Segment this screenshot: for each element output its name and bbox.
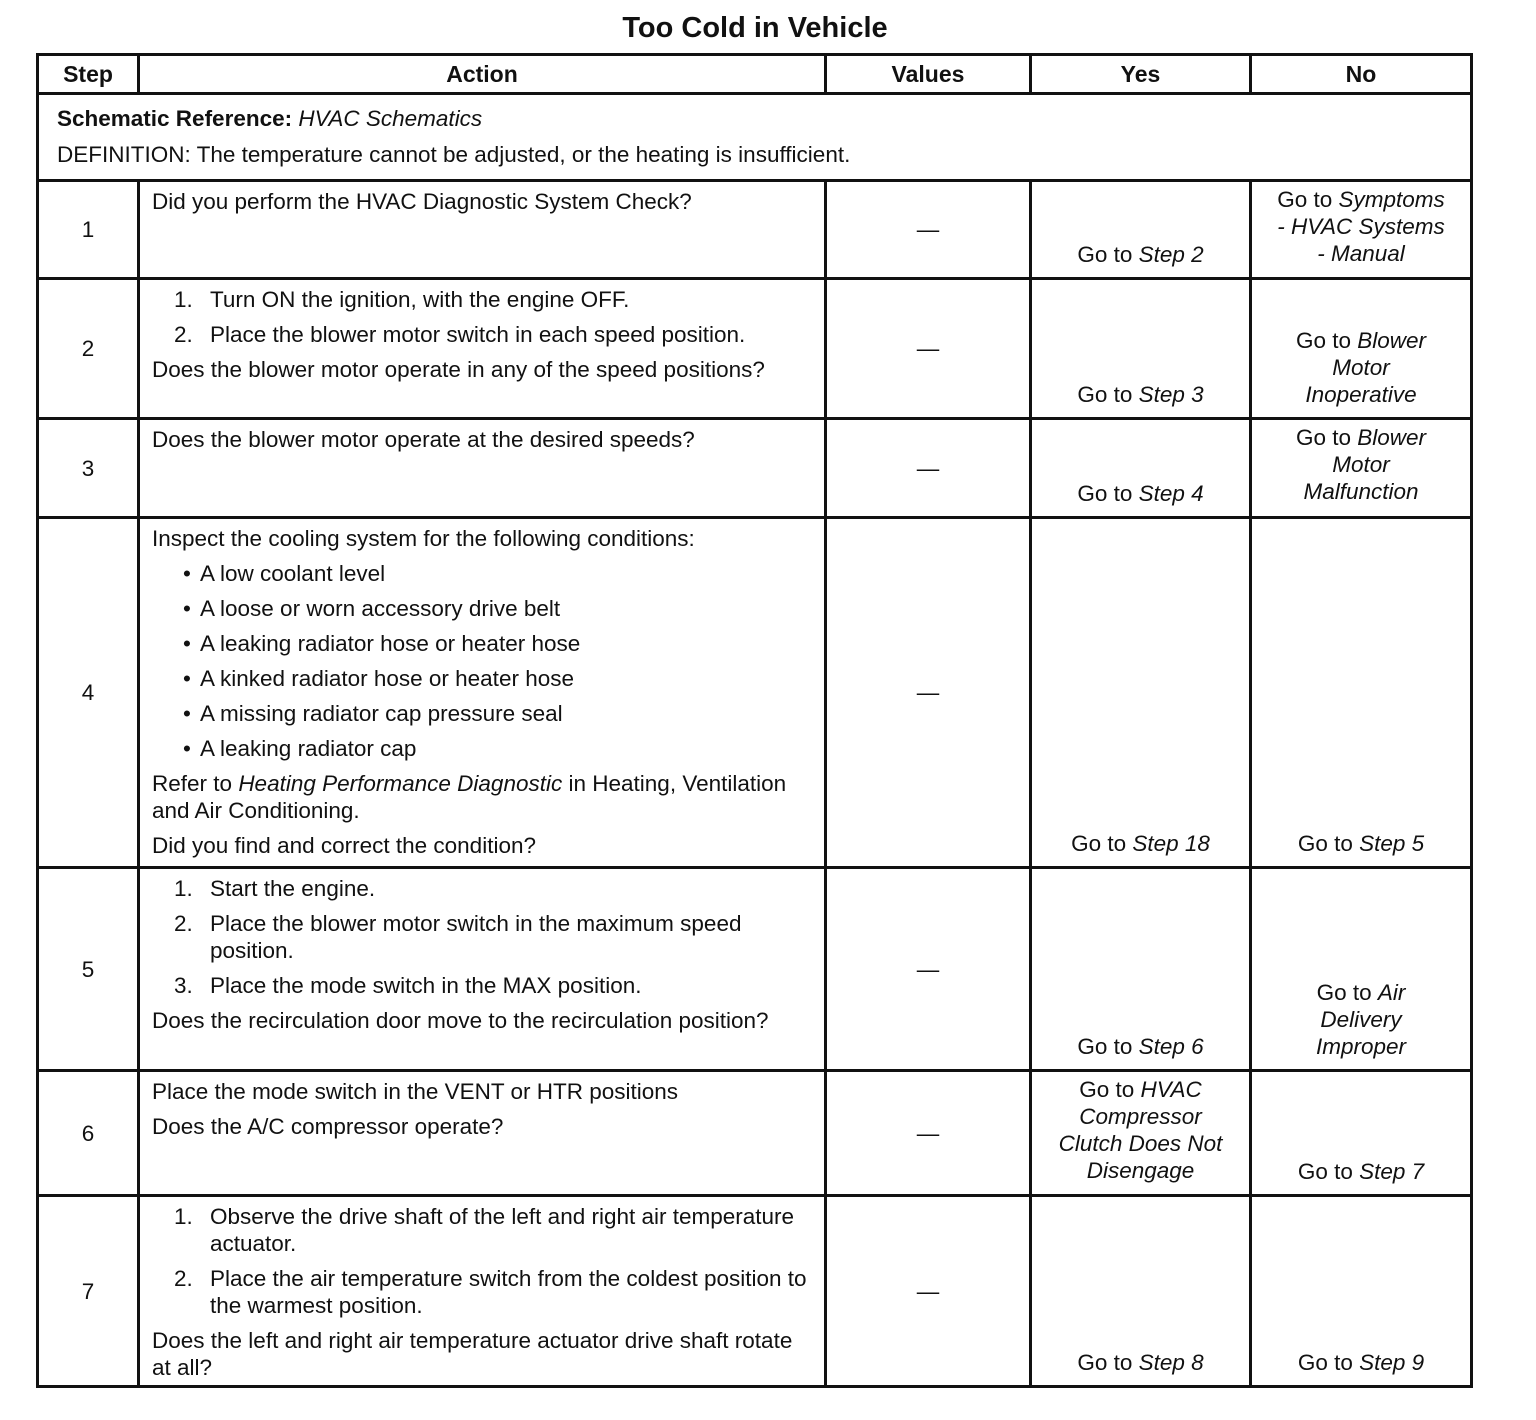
no-cell: Go to Step 9 xyxy=(1251,1196,1472,1387)
value-cell: — xyxy=(826,419,1031,518)
diagnostic-table xyxy=(36,53,1473,1388)
step-number: 6 xyxy=(38,1071,139,1196)
table-row xyxy=(38,518,1472,868)
step-number: 4 xyxy=(38,518,139,868)
refer-text: Refer to Heating Performance Diagnostic in Heating, Ventilation and Air Conditioning. xyxy=(152,771,787,823)
step-number: 7 xyxy=(38,1196,139,1387)
go-to-link[interactable]: Air xyxy=(1377,980,1406,1005)
go-to-link[interactable]: Step 6 xyxy=(1138,1034,1204,1059)
go-to-link[interactable]: Step 18 xyxy=(1132,831,1210,856)
page-title: Too Cold in Vehicle xyxy=(622,12,888,44)
yes-cell: Go to HVAC Compressor Clutch Does Not Disengage xyxy=(1031,1071,1251,1196)
table-row xyxy=(38,279,1472,419)
yes-cell: Go to Step 18 xyxy=(1031,518,1251,868)
definition: DEFINITION: The temperature cannot be adjusted, or the heating is insufficient. xyxy=(57,142,851,167)
action-cell: Does the blower motor operate at the desired speeds? xyxy=(139,419,826,518)
no-cell: Go to Step 5 xyxy=(1251,518,1472,868)
header-no: No xyxy=(1251,55,1472,94)
header-values: Values xyxy=(826,55,1031,94)
go-to-link[interactable]: Step 5 xyxy=(1359,831,1425,856)
go-to-link[interactable]: Step 7 xyxy=(1359,1159,1425,1184)
go-to-link[interactable]: Blower xyxy=(1357,425,1427,450)
yes-cell: Go to Step 4 xyxy=(1031,419,1251,518)
value-cell: — xyxy=(826,1196,1031,1387)
header-step: Step xyxy=(38,55,139,94)
heating-performance-link[interactable]: Heating Performance Diagnostic xyxy=(238,771,563,796)
action-cell: 1. Turn ON the ignition, with the engine OFF. 2. Place the blower motor switch in each speed position. Does the blower motor operate in any of the speed positions? xyxy=(139,279,826,419)
action-cell: Inspect the cooling system for the following conditions: • A low coolant level • A loose or worn accessory drive belt • A leaking radiator hose or heater hose • A kinked radiator hose or heater hose • A missing radiator cap pressure seal • A leaking radiator cap Refer to Heating Performance Diagnostic in Heating, Ventilation and Air Conditioning. Did you find and correct the condition? xyxy=(139,518,826,868)
no-cell: Go to Air Delivery Improper xyxy=(1251,868,1472,1071)
go-to-link[interactable]: Step 4 xyxy=(1138,481,1204,506)
yes-cell: Go to Step 8 xyxy=(1031,1196,1251,1387)
go-to-link[interactable]: Step 9 xyxy=(1359,1350,1425,1375)
schematic-reference xyxy=(57,101,1452,137)
reference-row xyxy=(38,94,1472,181)
action-cell: Place the mode switch in the VENT or HTR positions Does the A/C compressor operate? xyxy=(139,1071,826,1196)
step-number: 2 xyxy=(38,279,139,419)
header-yes: Yes xyxy=(1031,55,1251,94)
go-to-link[interactable]: HVAC xyxy=(1140,1077,1202,1102)
go-to-link[interactable]: Step 8 xyxy=(1138,1350,1204,1375)
header-action: Action xyxy=(139,55,826,94)
value-cell: — xyxy=(826,518,1031,868)
go-to-link[interactable]: Blower xyxy=(1357,328,1427,353)
yes-cell: Go to Step 3 xyxy=(1031,279,1251,419)
schematic-reference-label: Schematic Reference: xyxy=(57,106,293,131)
step-number: 5 xyxy=(38,868,139,1071)
no-cell: Go to Blower Motor Malfunction xyxy=(1251,419,1472,518)
value-cell: — xyxy=(826,181,1031,279)
no-cell: Go to Symptoms - HVAC Systems - Manual xyxy=(1251,181,1472,279)
action-cell: 1. Observe the drive shaft of the left and right air temperature actuator. 2. Place the air temperature switch from the coldest position to the warmest position. Does the left and right air temperature actuator drive shaft rotate at all? xyxy=(139,1196,826,1387)
action-cell: 1. Start the engine. 2. Place the blower motor switch in the maximum speed position. 3. Place the mode switch in the MAX position. Does the recirculation door move to the recirculation position? xyxy=(139,868,826,1071)
header-row xyxy=(38,55,1472,94)
value-cell: — xyxy=(826,1071,1031,1196)
table-row xyxy=(38,1196,1472,1387)
action-cell: Did you perform the HVAC Diagnostic System Check? xyxy=(139,181,826,279)
table-row xyxy=(38,1071,1472,1196)
go-to-link[interactable]: Step 3 xyxy=(1138,382,1204,407)
yes-cell: Go to Step 2 xyxy=(1031,181,1251,279)
table-row xyxy=(38,181,1472,279)
value-cell: — xyxy=(826,868,1031,1071)
table-row xyxy=(38,419,1472,518)
step-number: 3 xyxy=(38,419,139,518)
value-cell: — xyxy=(826,279,1031,419)
go-to-link[interactable]: Step 2 xyxy=(1138,242,1204,267)
no-cell: Go to Blower Motor Inoperative xyxy=(1251,279,1472,419)
yes-cell: Go to Step 6 xyxy=(1031,868,1251,1071)
schematic-reference-link[interactable]: HVAC Schematics xyxy=(298,106,483,131)
no-cell: Go to Step 7 xyxy=(1251,1071,1472,1196)
table-row xyxy=(38,868,1472,1071)
step-number: 1 xyxy=(38,181,139,279)
go-to-link[interactable]: Symptoms xyxy=(1338,187,1445,212)
